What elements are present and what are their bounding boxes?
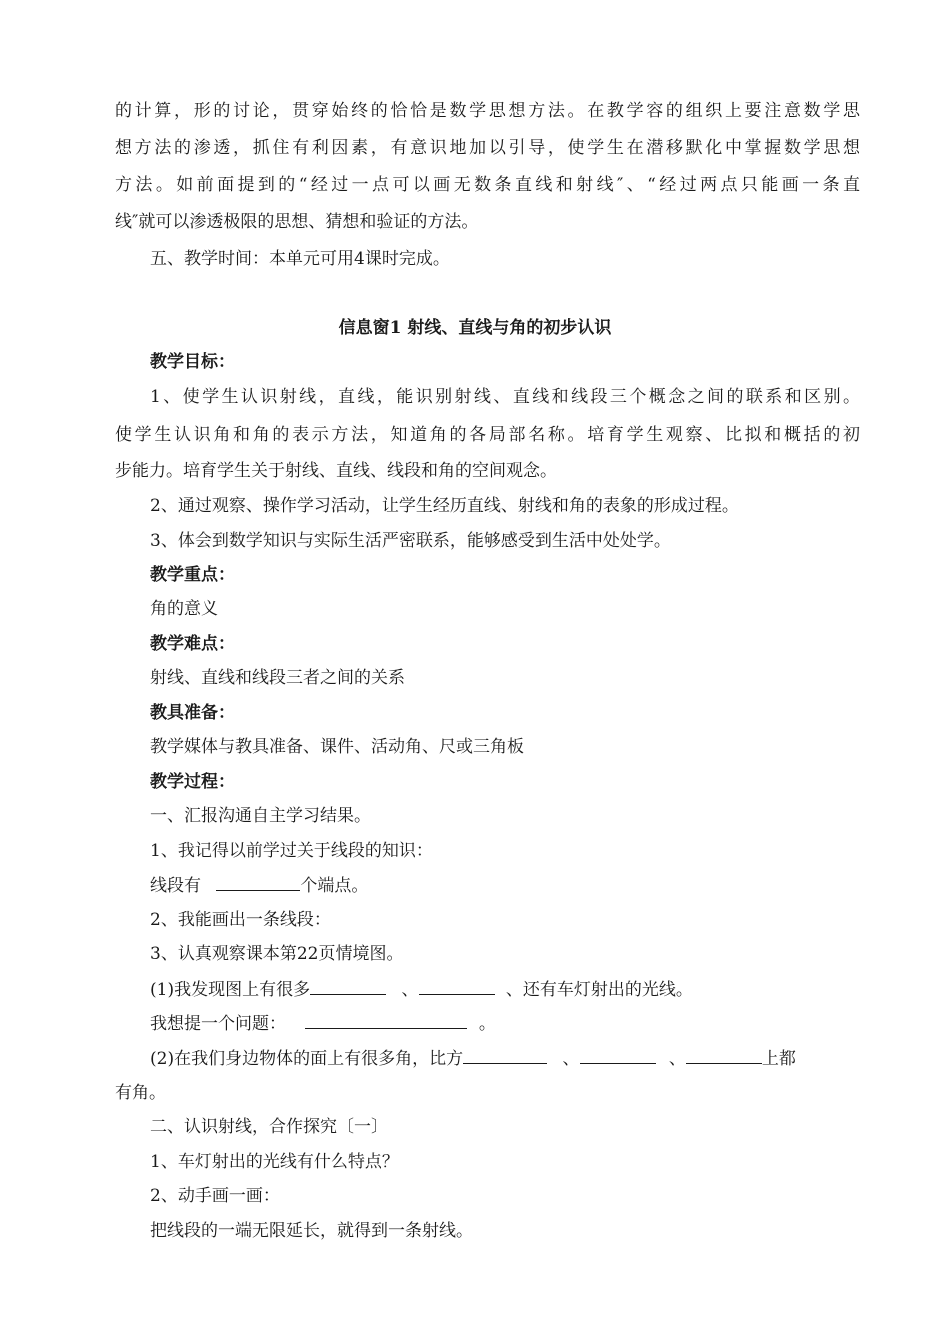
- fill-text: 上都: [761, 1049, 796, 1069]
- fill-text: (1)我发现图上有很多: [150, 980, 311, 1000]
- fill-in-line: [150, 1046, 860, 1071]
- teaching-time: 五、教学时间：本单元可用4课时完成。: [150, 249, 450, 269]
- fill-text: 。: [478, 1014, 496, 1034]
- process-heading: 教学过程：: [150, 772, 235, 792]
- paragraph-line: 的计算，形的讨论，贯穿始终的恰恰是数学思想方法。在教学容的组织上要注意数学思: [115, 101, 860, 121]
- answer-blank[interactable]: [463, 1046, 547, 1064]
- paragraph-line: 想方法的渗透，抓住有利因素，有意识地加以引导，使学生在潜移默化中掌握数学思想: [115, 138, 860, 158]
- paragraph-line: 线″就可以渗透极限的思想、猜想和验证的方法。: [115, 212, 479, 232]
- answer-blank[interactable]: [419, 977, 495, 995]
- fill-text: 我想提一个问题：: [150, 1014, 286, 1034]
- objective-line: 3、体会到数学知识与实际生活严密联系，能够感受到生活中处处学。: [150, 531, 671, 551]
- paragraph-line: 有角。: [115, 1083, 166, 1103]
- fill-text: 个端点。: [300, 876, 369, 896]
- key-point-heading: 教学重点：: [150, 565, 235, 585]
- process-step: 一、汇报沟通自主学习结果。: [150, 806, 371, 826]
- answer-blank[interactable]: [686, 1046, 762, 1064]
- paragraph-line: 方法。如前面提到的“经过一点可以画无数条直线和射线″、“经过两点只能画一条直: [115, 175, 860, 195]
- process-step: 1、我记得以前学过关于线段的知识：: [150, 841, 433, 861]
- objective-line: 1、使学生认识射线，直线，能识别射线、直线和线段三个概念之间的联系和区别。: [150, 387, 860, 407]
- fill-text: 线段有: [150, 876, 201, 896]
- key-point-text: 角的意义: [150, 599, 218, 619]
- fill-in-line: [150, 1011, 860, 1036]
- objectives-heading: 教学目标：: [150, 352, 235, 372]
- answer-blank[interactable]: [310, 977, 386, 995]
- objective-line: 步能力。培育学生关于射线、直线、线段和角的空间观念。: [115, 461, 557, 481]
- fill-text: 、: [668, 1049, 686, 1069]
- answer-blank[interactable]: [305, 1011, 467, 1029]
- fill-text: (2)在我们身边物体的面上有很多角，比方: [150, 1049, 464, 1069]
- process-step: 1、车灯射出的光线有什么特点？: [150, 1152, 399, 1172]
- objective-line: 使学生认识角和角的表示方法，知道角的各局部名称。培育学生观察、比拟和概括的初: [115, 425, 860, 445]
- process-step: 3、认真观察课本第22页情境图。: [150, 944, 404, 964]
- fill-text: 、: [401, 980, 419, 1000]
- materials-heading: 教具准备：: [150, 703, 235, 723]
- difficulty-text: 射线、直线和线段三者之间的关系: [150, 668, 405, 688]
- fill-in-line: [150, 977, 860, 1002]
- process-step: 二、认识射线，合作探究〔一〕: [150, 1117, 388, 1137]
- materials-text: 教学媒体与教具准备、课件、活动角、尺或三角板: [150, 737, 524, 757]
- process-step: 2、动手画一画：: [150, 1186, 280, 1206]
- fill-in-line: [150, 873, 860, 898]
- answer-blank[interactable]: [580, 1046, 656, 1064]
- section-title: 信息窗1 射线、直线与角的初步认识: [338, 318, 612, 338]
- objective-line: 2、通过观察、操作学习活动，让学生经历直线、射线和角的表象的形成过程。: [150, 496, 739, 516]
- process-step: 把线段的一端无限延长，就得到一条射线。: [150, 1221, 473, 1241]
- answer-blank[interactable]: [216, 873, 300, 891]
- fill-text: 、还有车灯射出的光线。: [505, 980, 693, 1000]
- process-step: 2、我能画出一条线段：: [150, 910, 331, 930]
- difficulty-heading: 教学难点：: [150, 634, 235, 654]
- fill-text: 、: [562, 1049, 580, 1069]
